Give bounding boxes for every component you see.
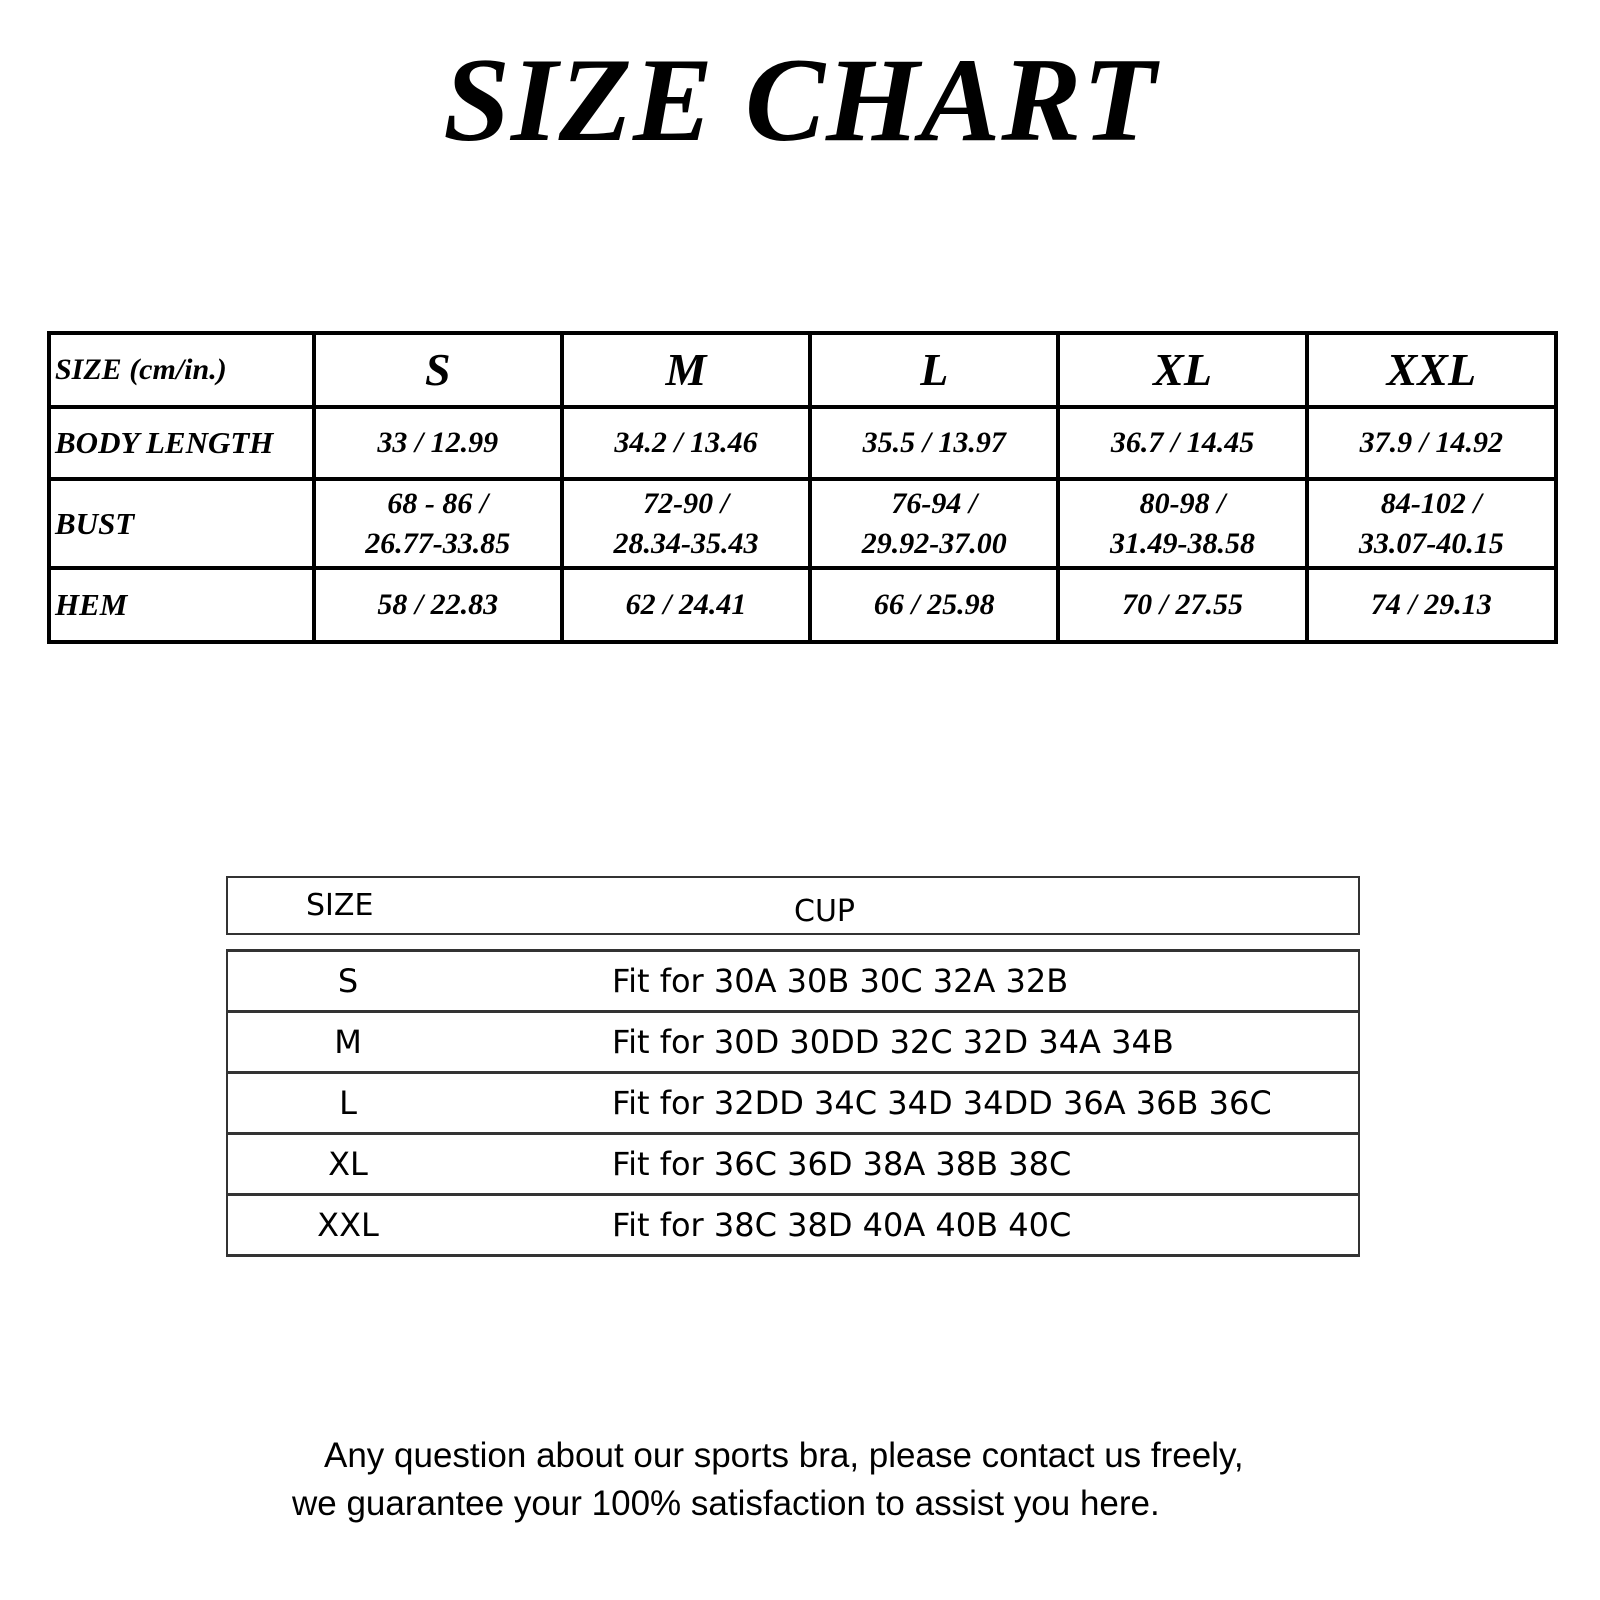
cup-header-cup: CUP — [794, 894, 855, 929]
note-line-2: we guarantee your 100% satisfaction to assist you here. — [292, 1484, 1160, 1523]
size-header-s: S — [314, 333, 562, 407]
table-row — [227, 1195, 1359, 1256]
body-length-xxl: 37.9 / 14.92 — [1307, 407, 1556, 479]
cup-size: L — [227, 1073, 468, 1134]
hem-m: 62 / 24.41 — [562, 568, 810, 642]
row-label: HEM — [49, 568, 314, 642]
table-row — [227, 951, 1359, 1012]
bust-l: 76-94 / 29.92-37.00 — [810, 479, 1058, 568]
body-length-l: 35.5 / 13.97 — [810, 407, 1058, 479]
body-length-row — [49, 407, 1556, 479]
body-length-xl: 36.7 / 14.45 — [1058, 407, 1306, 479]
table-row — [227, 1012, 1359, 1073]
table-row — [227, 1134, 1359, 1195]
header-label: SIZE (cm/in.) — [49, 333, 314, 407]
bust-xl: 80-98 / 31.49-38.58 — [1058, 479, 1306, 568]
cup-size: XL — [227, 1134, 468, 1195]
bust-m: 72-90 / 28.34-35.43 — [562, 479, 810, 568]
cup-size: M — [227, 1012, 468, 1073]
hem-s: 58 / 22.83 — [314, 568, 562, 642]
body-length-s: 33 / 12.99 — [314, 407, 562, 479]
body-length-m: 34.2 / 13.46 — [562, 407, 810, 479]
cup-fit: Fit for 38C 38D 40A 40B 40C — [468, 1195, 1359, 1256]
cup-header-size: SIZE — [306, 888, 374, 923]
cup-fit: Fit for 32DD 34C 34D 34DD 36A 36B 36C — [468, 1073, 1359, 1134]
table-row — [227, 1073, 1359, 1134]
contact-note — [0, 1432, 1600, 1528]
cup-table-header — [226, 876, 1360, 935]
cup-fit: Fit for 30A 30B 30C 32A 32B — [468, 951, 1359, 1012]
page-title: SIZE CHART — [443, 33, 1157, 166]
measurement-header-row — [49, 333, 1556, 407]
cup-size: XXL — [227, 1195, 468, 1256]
hem-l: 66 / 25.98 — [810, 568, 1058, 642]
size-header-l: L — [810, 333, 1058, 407]
bust-s: 68 - 86 / 26.77-33.85 — [314, 479, 562, 568]
size-header-xl: XL — [1058, 333, 1306, 407]
bust-xxl: 84-102 / 33.07-40.15 — [1307, 479, 1556, 568]
cup-fit: Fit for 30D 30DD 32C 32D 34A 34B — [468, 1012, 1359, 1073]
note-line-1: Any question about our sports bra, please contact us freely, — [324, 1436, 1244, 1475]
hem-row — [49, 568, 1556, 642]
hem-xl: 70 / 27.55 — [1058, 568, 1306, 642]
row-label: BODY LENGTH — [49, 407, 314, 479]
size-header-m: M — [562, 333, 810, 407]
cup-fit: Fit for 36C 36D 38A 38B 38C — [468, 1134, 1359, 1195]
row-label: BUST — [49, 479, 314, 568]
measurement-table — [47, 331, 1558, 644]
bust-row — [49, 479, 1556, 568]
size-header-xxl: XXL — [1307, 333, 1556, 407]
cup-table — [226, 949, 1360, 1257]
hem-xxl: 74 / 29.13 — [1307, 568, 1556, 642]
cup-size: S — [227, 951, 468, 1012]
